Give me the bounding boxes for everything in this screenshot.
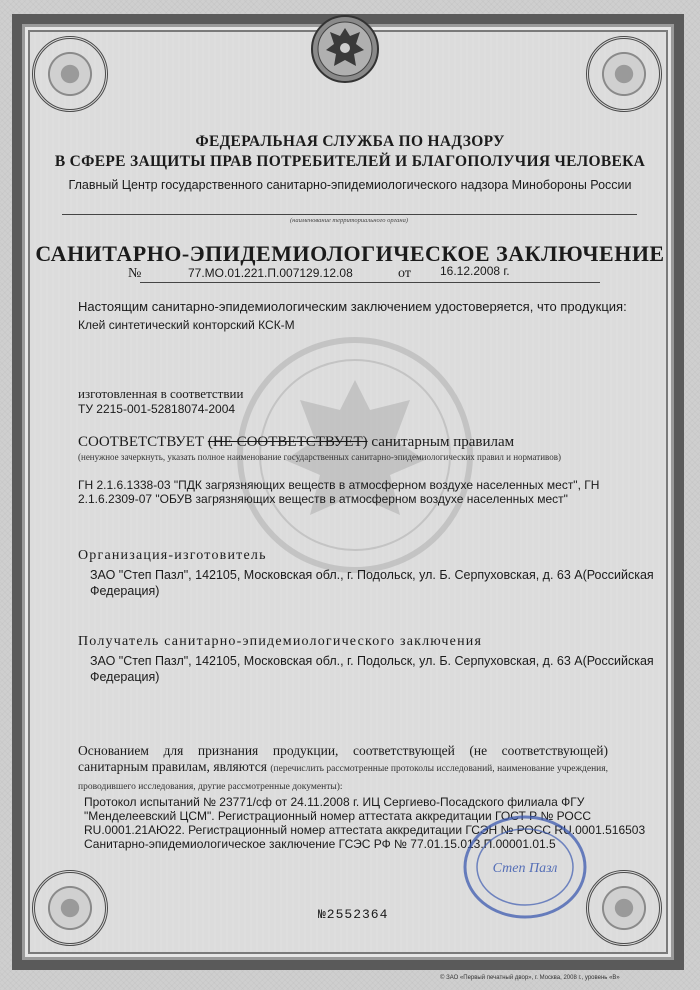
compliance-rest: санитарным правилам (371, 434, 515, 450)
date-label: от (398, 266, 411, 281)
manufacturer-address-line-1: ЗАО "Степ Пазл", 142105, Московская обл., г. Подольск, ул. Б. Серпуховская, д. 63 А(Российская (90, 568, 654, 582)
company-stamp-icon (460, 812, 590, 922)
corner-ornament-top-right (586, 36, 662, 112)
product-name: Клей синтетический конторский КСК-М (78, 318, 295, 332)
recipient-address-line-2: Федерация) (90, 670, 160, 684)
manufactured-spec: ТУ 2215-001-52818074-2004 (78, 402, 236, 416)
compliance-word: СООТВЕТСТВУЕТ (78, 434, 205, 450)
conclusion-date: 16.12.2008 г. (440, 264, 510, 278)
coat-of-arms-emblem-icon (310, 14, 380, 84)
compliance-struck: (НЕ СООТВЕТСТВУЕТ) (207, 434, 368, 450)
document-title: САНИТАРНО-ЭПИДЕМИОЛОГИЧЕСКОЕ ЗАКЛЮЧЕНИЕ (35, 241, 665, 266)
basis-paragraph (78, 743, 608, 795)
territorial-organ-name: Главный Центр государственного санитарно-эпидемиологического надзора Минобороны России (68, 178, 632, 192)
number-label: № (128, 266, 142, 281)
form-serial-number: №2552364 (318, 907, 389, 922)
manufactured-label: изготовленная в соответствии (78, 386, 244, 401)
basis-line-1: Протокол испытаний № 23771/сф от 24.11.2008 г. ИЦ Сергиево-Посадского филиала ФГУ (84, 795, 585, 809)
compliance-note: (ненужное зачеркнуть, указать полное наименование государственных санитарно-эпидемиологических правил и нормативов) (78, 452, 561, 462)
agency-title-line-2: В СФЕРЕ ЗАЩИТЫ ПРАВ ПОТРЕБИТЕЛЕЙ И БЛАГОПОЛУЧИЯ ЧЕЛОВЕКА (54, 153, 646, 170)
recipient-heading: Получатель санитарно-эпидемиологического заключения (78, 634, 483, 649)
manufacturer-address-line-2: Федерация) (90, 584, 160, 598)
basis-line-4: Санитарно-эпидемиологическое заключение ГСЭС РФ № 77.01.15.013.П.00001.01.5 (84, 837, 556, 851)
stamp-company-name: Степ Пазл (492, 861, 558, 876)
agency-title-line-1: ФЕДЕРАЛЬНАЯ СЛУЖБА ПО НАДЗОРУ (195, 133, 505, 150)
printer-footer: © ЗАО «Первый печатный двор», г. Москва, 2008 г., уровень «В» (440, 975, 620, 981)
compliance-text-line-2: 2.1.6.2309-07 "ОБУВ загрязняющих веществ в атмосферном воздухе населенных мест" (78, 492, 568, 506)
basis-text: Основанием для признания продукции, соответствующей (не соответствующей) санитарным правилам, являются (78, 743, 608, 774)
organ-caption: (наименование территориального органа) (290, 217, 409, 224)
conclusion-number: 77.МО.01.221.П.007129.12.08 (188, 266, 353, 280)
basis-line-2: "Менделеевский ЦСМ". Регистрационный номер аттестата аккредитации ГОСТ Р № РОСС (84, 809, 592, 823)
organ-underline (62, 214, 637, 215)
recipient-address-line-1: ЗАО "Степ Пазл", 142105, Московская обл., г. Подольск, ул. Б. Серпуховская, д. 63 А(Российская (90, 654, 654, 668)
basis-line-3: RU.0001.21АЮ22. Регистрационный номер аттестата аккредитации ГСЭН № РОСС RU.0001.516503 (84, 823, 646, 837)
basis-note: (перечислить рассмотренные протоколы исследований, наименование учреждения, проводившего исследования, другие рассмотренные документы): (78, 764, 608, 792)
compliance-statement (78, 434, 514, 451)
corner-ornament-bottom-right (586, 870, 662, 946)
compliance-text-line-1: ГН 2.1.6.1338-03 "ПДК загрязняющих веществ в атмосферном воздухе населенных мест", ГН (78, 478, 600, 492)
corner-ornament-bottom-left (32, 870, 108, 946)
corner-ornament-top-left (32, 36, 108, 112)
manufacturer-heading: Организация-изготовитель (78, 548, 267, 563)
number-underline (140, 282, 600, 283)
product-intro: Настоящим санитарно-эпидемиологическим заключением удостоверяется, что продукция: (78, 299, 627, 314)
